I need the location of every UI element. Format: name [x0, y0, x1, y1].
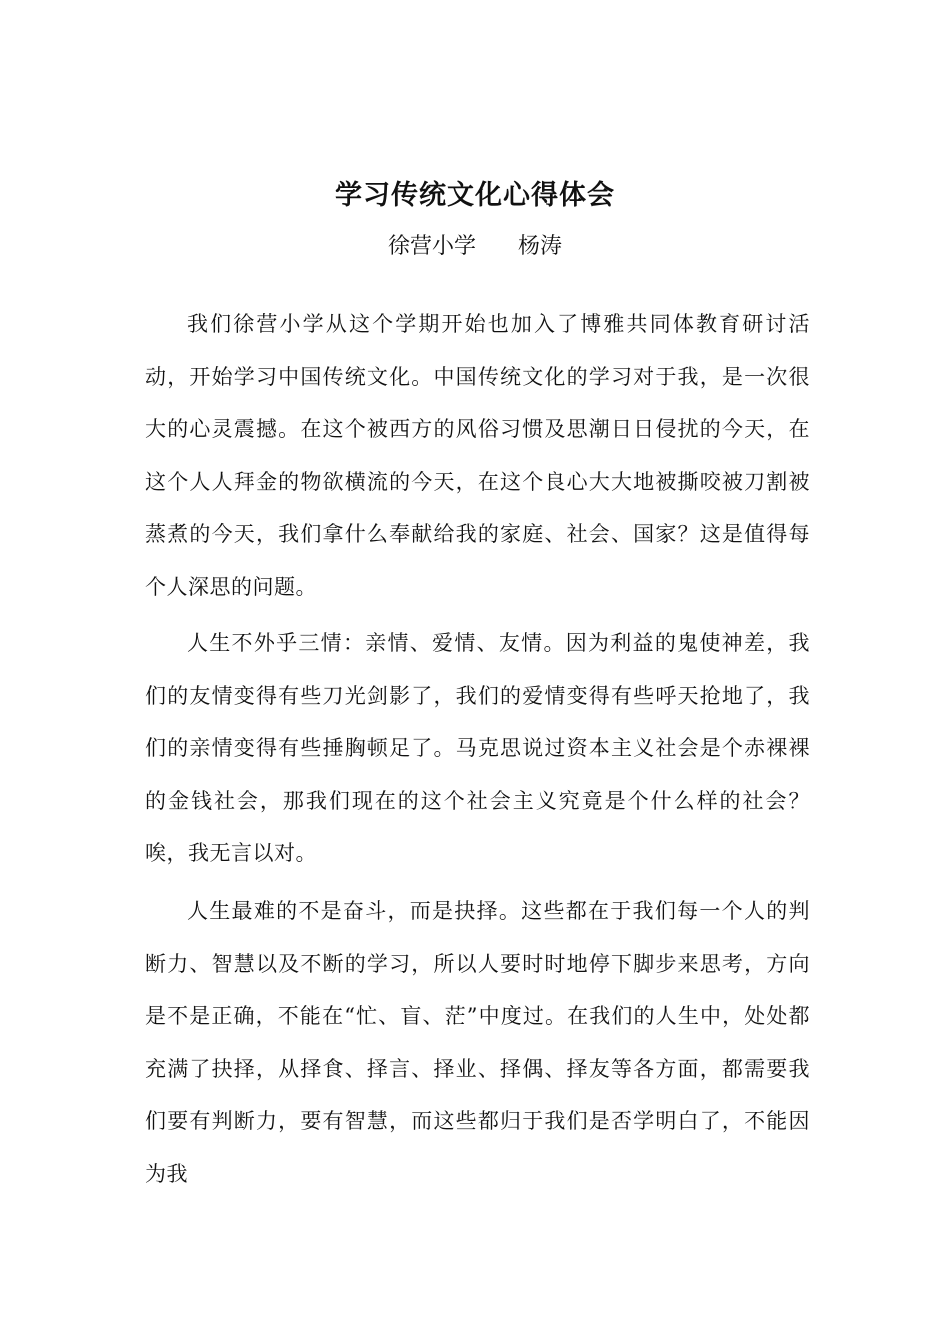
document-title: 学习传统文化心得体会	[335, 180, 615, 211]
body-paragraph: 我们徐营小学从这个学期开始也加入了博雅共同体教育研讨活动，开始学习中国传统文化。中国传统文化的学习对于我，是一次很大的心灵震撼。在这个被西方的风俗习惯及思潮日日侵扰的今天，在这个人人拜金的物欲横流的今天，在这个良心大大地被撕咬被刀割被蒸煮的今天，我们拿什么奉献给我的家庭、社会、国家？这是值得每个人深思的问题。	[145, 312, 810, 599]
body-paragraph: 人生不外乎三情：亲情、爱情、友情。因为利益的鬼使神差，我们的友情变得有些刀光剑影了，我们的爱情变得有些呼天抢地了，我们的亲情变得有些捶胸顿足了。马克思说过资本主义社会是个赤裸裸的金钱社会，那我们现在的这个社会主义究竟是个什么样的社会？唉，我无言以对。	[145, 631, 810, 865]
body-paragraph: 人生最难的不是奋斗，而是抉择。这些都在于我们每一个人的判断力、智慧以及不断的学习，所以人要时时地停下脚步来思考，方向是不是正确，不能在“忙、盲、茫”中度过。在我们的人生中，处处都充满了抉择，从择食、择言、择业、择偶、择友等各方面，都需要我们要有判断力，要有智慧，而这些都归于我们是否学明白了，不能因为我	[145, 899, 810, 1186]
document-byline: 徐营小学 杨涛	[388, 234, 562, 259]
